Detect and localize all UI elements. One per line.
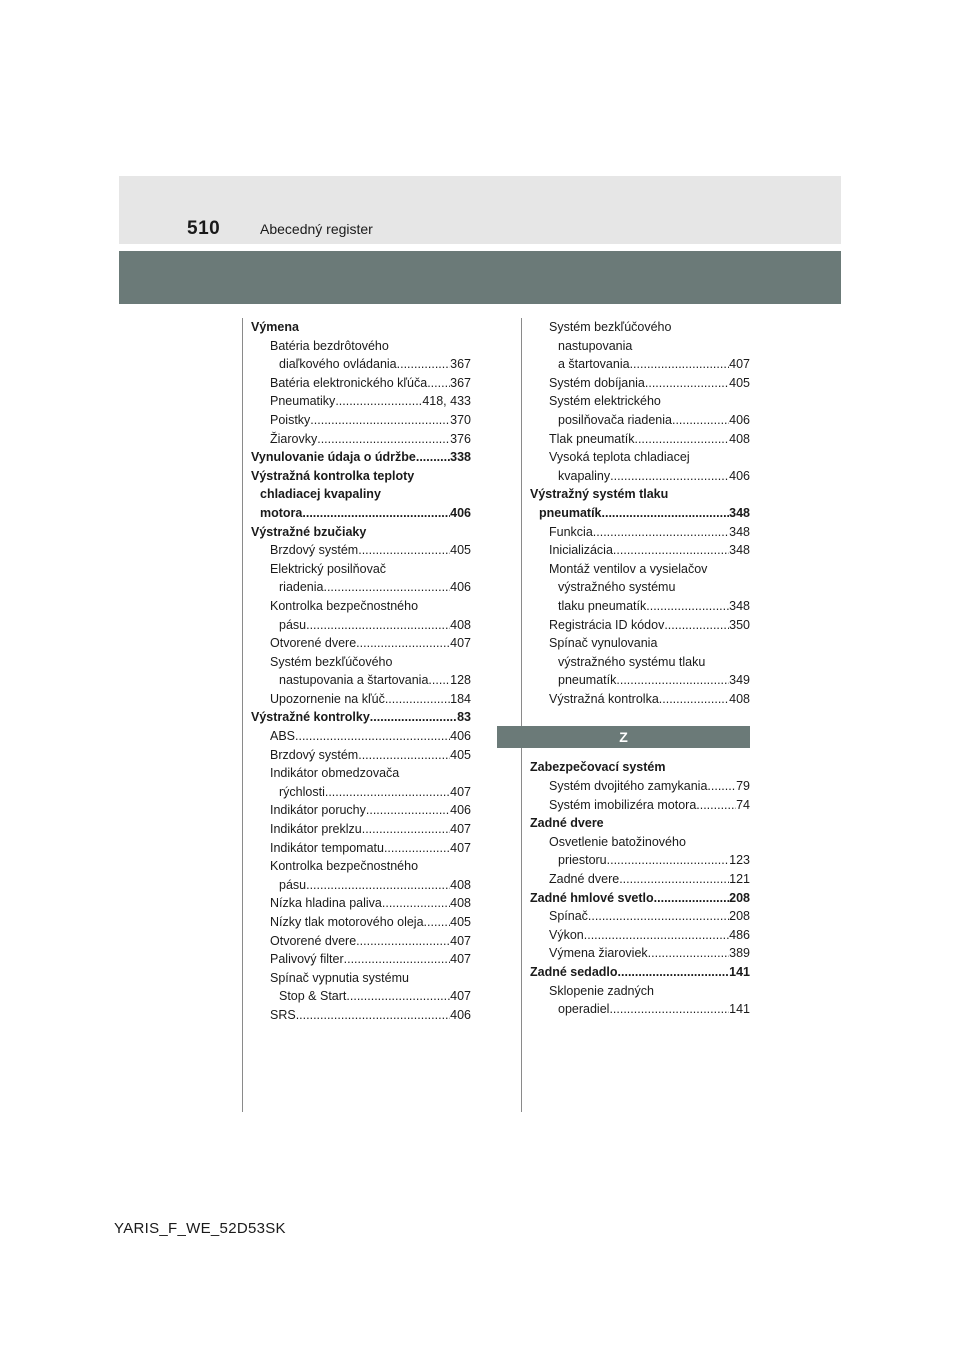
entry-page-ref[interactable]: 389 (729, 946, 750, 961)
index-entry (530, 671, 750, 690)
index-entry (530, 777, 750, 796)
leader-dots (317, 430, 450, 449)
index-entry (251, 801, 471, 820)
entry-term: Nízky tlak motorového oleja (270, 915, 424, 929)
index-entry (251, 578, 471, 597)
index-entry (251, 485, 471, 504)
index-entry (251, 746, 471, 765)
leader-dots (584, 926, 729, 945)
index-entry (530, 467, 750, 486)
entry-term: Upozornenie na kľúč (270, 691, 385, 706)
entry-page-ref[interactable]: 407 (450, 989, 471, 1004)
leader-dots (366, 801, 450, 820)
entry-term: Tlak pneumatík (549, 431, 635, 446)
index-entry (251, 783, 471, 802)
index-entry (530, 560, 750, 579)
entry-term: Pneumatiky (270, 394, 336, 409)
index-entry (251, 1006, 471, 1025)
entry-term: Kontrolka bezpečnostného (270, 598, 419, 613)
leader-dots (654, 889, 729, 908)
index-entry (530, 448, 750, 467)
entry-term: Funkcia (549, 524, 593, 539)
index-entry (530, 653, 750, 672)
entry-page-ref[interactable]: 367 (450, 375, 471, 390)
entry-term: tlaku pneumatík (558, 598, 647, 613)
entry-term: Systém bezkľúčového (270, 654, 393, 669)
entry-term: Inicializácia (549, 543, 613, 558)
index-entry (530, 833, 750, 852)
entry-term: Stop & Start (279, 989, 347, 1004)
index-entry (530, 926, 750, 945)
leader-dots (424, 913, 451, 932)
entry-term: Výkon (549, 927, 584, 942)
index-entry (251, 318, 471, 337)
entry-page-ref[interactable]: 407 (450, 952, 471, 967)
leader-dots (310, 411, 450, 430)
entry-term: Zadné dvere (530, 816, 604, 831)
leader-dots (427, 374, 450, 393)
entry-page-ref[interactable]: 407 (450, 636, 471, 651)
entry-page-ref[interactable]: 208 (729, 890, 750, 905)
leader-dots (356, 932, 450, 951)
index-entry (530, 374, 750, 393)
index-entry (251, 671, 471, 690)
leader-dots (634, 430, 729, 449)
index-entry (530, 870, 750, 889)
index-entry (530, 1000, 750, 1019)
leader-dots (295, 727, 450, 746)
index-entry (251, 932, 471, 951)
leader-dots (306, 876, 450, 895)
entry-page-ref[interactable]: 406 (450, 505, 471, 520)
entry-term: Systém dvojitého zamykania (549, 779, 708, 794)
index-entry (251, 355, 471, 374)
header-color-band (119, 251, 841, 304)
entry-term: Otvorené dvere (270, 636, 357, 651)
entry-term: Palivový filter (270, 952, 344, 967)
leader-dots (588, 907, 729, 926)
index-entry (251, 448, 471, 467)
leader-dots (356, 634, 450, 653)
entry-page-ref[interactable]: 406 (450, 803, 471, 818)
entry-page-ref[interactable]: 348 (729, 598, 750, 613)
leader-dots (707, 777, 736, 796)
entry-term: Indikátor preklzu (270, 822, 362, 837)
entry-term: Výstražné bzučiaky (251, 524, 367, 539)
entry-page-ref[interactable]: 407 (450, 840, 471, 855)
leader-dots (306, 616, 450, 635)
entry-term: Elektrický posilňovač (270, 561, 387, 576)
entry-page-ref[interactable]: 348 (729, 524, 750, 539)
index-column-2 (530, 318, 750, 1019)
leader-dots (397, 355, 451, 374)
entry-term: Zadné hmlové svetlo (530, 890, 654, 905)
entry-page-ref[interactable]: 408 (729, 431, 750, 446)
index-entry (530, 392, 750, 411)
leader-dots (296, 1006, 450, 1025)
index-entry (251, 337, 471, 356)
leader-dots (672, 411, 729, 430)
entry-term: motora (260, 505, 303, 520)
entry-page-ref[interactable]: 407 (450, 933, 471, 948)
entry-term: pásu (279, 617, 307, 632)
entry-term: Výstražná kontrolka (549, 691, 659, 706)
index-entry (530, 411, 750, 430)
index-entry (251, 634, 471, 653)
entry-page-ref[interactable]: 405 (450, 543, 471, 558)
entry-term: Výmena (251, 320, 299, 334)
entry-page-ref[interactable]: 128 (450, 673, 471, 688)
leader-dots (619, 870, 729, 889)
leader-dots (385, 690, 450, 709)
index-entry (530, 616, 750, 635)
entry-page-ref[interactable]: 407 (450, 822, 471, 837)
index-entry (251, 597, 471, 616)
entry-term: Zadné sedadlo (530, 965, 618, 979)
entry-page-ref[interactable]: 418, 433 (422, 394, 471, 409)
index-entry (530, 337, 750, 356)
entry-term: Systém imobilizéra motora (549, 797, 697, 812)
entry-page-ref[interactable]: 121 (729, 872, 750, 887)
entry-term: pneumatík (539, 505, 602, 520)
entry-page-ref[interactable]: 141 (729, 965, 750, 979)
index-entry (530, 634, 750, 653)
entry-page-ref[interactable]: 407 (450, 784, 471, 799)
entry-page-ref[interactable]: 406 (729, 412, 750, 427)
entry-term: Indikátor tempomatu (270, 840, 384, 855)
index-entry (251, 839, 471, 858)
index-entry (251, 392, 471, 411)
page-title: Abecedný register (260, 221, 373, 237)
entry-page-ref[interactable]: 83 (457, 710, 471, 725)
entry-page-ref[interactable]: 74 (736, 797, 750, 812)
entry-term: diaľkového ovládania (279, 357, 397, 372)
index-entry (251, 504, 471, 523)
entry-page-ref[interactable]: 406 (450, 729, 471, 744)
index-entry (530, 758, 750, 777)
entry-term: operadiel (558, 1002, 610, 1017)
entry-term: a štartovania (558, 357, 630, 372)
entry-page-ref[interactable]: 405 (450, 747, 471, 762)
leader-dots (602, 504, 730, 523)
leader-dots (323, 578, 450, 597)
leader-dots (696, 796, 736, 815)
index-entry (530, 690, 750, 709)
entry-term: výstražného systému tlaku (558, 654, 706, 669)
entry-page-ref[interactable]: 406 (450, 1007, 471, 1022)
entry-term: Spínač (549, 909, 588, 924)
entry-page-ref[interactable]: 350 (729, 617, 750, 632)
index-entry (530, 578, 750, 597)
index-entry (530, 963, 750, 982)
entry-page-ref[interactable]: 208 (729, 909, 750, 924)
entry-page-ref[interactable]: 406 (450, 580, 471, 595)
index-entry (530, 504, 750, 523)
leader-dots (358, 541, 450, 560)
index-entry (251, 876, 471, 895)
column-divider-left (242, 318, 243, 1112)
entry-page-ref[interactable]: 184 (450, 691, 471, 706)
entry-term: Kontrolka bezpečnostného (270, 859, 419, 874)
entry-page-ref[interactable]: 406 (729, 468, 750, 483)
index-entry (530, 944, 750, 963)
index-entry (530, 597, 750, 616)
index-entry (251, 374, 471, 393)
entry-term: Brzdový systém (270, 543, 359, 558)
leader-dots (593, 523, 729, 542)
entry-term: Batéria bezdrôtového (270, 338, 389, 353)
entry-term: Spínač vypnutia systému (270, 970, 409, 985)
index-entry (251, 764, 471, 783)
leader-dots (344, 950, 451, 969)
entry-page-ref[interactable]: 408 (450, 896, 471, 911)
entry-term: Systém dobíjania (549, 375, 645, 390)
leader-dots (659, 690, 729, 709)
index-entry (251, 857, 471, 876)
leader-dots (416, 448, 450, 467)
leader-dots (613, 541, 729, 560)
entry-term: Výstražné kontrolky (251, 710, 370, 725)
entry-page-ref[interactable]: 348 (729, 505, 750, 520)
entry-page-ref[interactable]: 370 (450, 412, 471, 427)
index-entry (251, 913, 471, 932)
entry-page-ref[interactable]: 79 (736, 779, 750, 794)
entry-page-ref[interactable]: 349 (729, 673, 750, 688)
index-entry (530, 523, 750, 542)
index-entry (251, 727, 471, 746)
index-entry (251, 411, 471, 430)
entry-term: Batéria elektronického kľúča (270, 375, 428, 390)
index-entry (530, 318, 750, 337)
entry-term: nastupovania (558, 338, 633, 353)
leader-dots (618, 963, 730, 982)
index-entry (251, 430, 471, 449)
leader-dots (646, 597, 729, 616)
leader-dots (645, 374, 729, 393)
index-entry (530, 485, 750, 504)
entry-page-ref[interactable]: 338 (450, 450, 471, 465)
index-entry (251, 653, 471, 672)
entry-term: Otvorené dvere (270, 933, 357, 948)
index-entry (530, 541, 750, 560)
entry-term: výstražného systému (558, 580, 676, 595)
index-entry (251, 616, 471, 635)
entry-page-ref[interactable]: 376 (450, 431, 471, 446)
header-top-band (119, 176, 841, 244)
index-entry (530, 814, 750, 833)
entry-term: Montáž ventilov a vysielačov (549, 561, 708, 576)
entry-term: ABS (270, 729, 296, 744)
leader-dots (335, 392, 422, 411)
entry-page-ref[interactable]: 348 (729, 543, 750, 558)
leader-dots (325, 783, 450, 802)
entry-term: priestoru (558, 853, 607, 868)
entry-page-ref[interactable]: 367 (450, 357, 471, 372)
index-entry (530, 851, 750, 870)
index-entry (530, 889, 750, 908)
index-entry (251, 690, 471, 709)
entry-term: Osvetlenie batožinového (549, 834, 686, 849)
entry-term: Vysoká teplota chladiacej (549, 450, 690, 465)
entry-term: pneumatík (558, 673, 617, 688)
leader-dots (609, 1000, 729, 1019)
entry-term: Systém bezkľúčového (549, 320, 672, 334)
entry-page-ref[interactable]: 405 (450, 915, 471, 929)
entry-term: SRS (270, 1007, 296, 1022)
index-entry (251, 467, 471, 486)
index-entry (251, 969, 471, 988)
index-entry (530, 982, 750, 1001)
leader-dots (610, 467, 729, 486)
index-entry (251, 950, 471, 969)
entry-page-ref[interactable]: 408 (729, 691, 750, 706)
leader-dots (648, 944, 729, 963)
document-code: YARIS_F_WE_52D53SK (114, 1220, 286, 1237)
index-entry (251, 820, 471, 839)
entry-term: Sklopenie zadných (549, 983, 654, 998)
leader-dots (428, 671, 450, 690)
index-entry (530, 355, 750, 374)
entry-term: rýchlosti (279, 784, 325, 799)
leader-dots (302, 504, 450, 523)
index-entry (251, 708, 471, 727)
entry-term: Výstražný systém tlaku (530, 487, 669, 502)
leader-dots (382, 894, 450, 913)
page-number: 510 (187, 218, 221, 239)
index-entry (530, 796, 750, 815)
index-entry (530, 907, 750, 926)
index-entry (251, 560, 471, 579)
entry-term: kvapaliny (558, 468, 611, 483)
entry-term: Poistky (270, 412, 311, 427)
entry-term: Vynulovanie údaja o údržbe (251, 450, 416, 465)
leader-dots (616, 671, 729, 690)
entry-page-ref[interactable]: 123 (729, 853, 750, 868)
entry-term: Zadné dvere (549, 872, 620, 887)
entry-term: chladiacej kvapaliny (260, 487, 381, 502)
leader-dots (664, 616, 729, 635)
entry-page-ref[interactable]: 486 (729, 927, 750, 942)
entry-term: Registrácia ID kódov (549, 617, 665, 632)
index-entry (251, 987, 471, 1006)
section-letter-band: Z (497, 726, 750, 748)
entry-page-ref[interactable]: 407 (729, 357, 750, 372)
entry-term: Výstražná kontrolka teploty (251, 468, 415, 483)
leader-dots (384, 839, 450, 858)
entry-term: Systém elektrického (549, 394, 661, 409)
entry-term: Indikátor poruchy (270, 803, 366, 818)
column-divider-middle (521, 318, 522, 1112)
entry-term: Zabezpečovací systém (530, 760, 666, 775)
index-entry (251, 541, 471, 560)
index-column-1 (251, 318, 471, 1025)
leader-dots (362, 820, 450, 839)
leader-dots (358, 746, 450, 765)
entry-term: Nízka hladina paliva (270, 896, 382, 911)
entry-term: Výmena žiaroviek (549, 946, 648, 961)
entry-page-ref[interactable]: 408 (450, 617, 471, 632)
entry-term: Spínač vynulovania (549, 636, 658, 651)
leader-dots (607, 851, 730, 870)
entry-term: posilňovača riadenia (558, 412, 672, 427)
index-entry (530, 430, 750, 449)
entry-page-ref[interactable]: 405 (729, 375, 750, 390)
leader-dots (346, 987, 450, 1006)
entry-term: Indikátor obmedzovača (270, 766, 400, 781)
entry-term: riadenia (279, 580, 324, 595)
entry-page-ref[interactable]: 141 (729, 1002, 750, 1017)
index-entry (251, 523, 471, 542)
entry-term: Brzdový systém (270, 747, 359, 762)
entry-page-ref[interactable]: 408 (450, 877, 471, 892)
entry-term: pásu (279, 877, 307, 892)
entry-term: Žiarovky (270, 431, 318, 446)
entry-term: nastupovania a štartovania (279, 673, 429, 688)
leader-dots (630, 355, 730, 374)
index-entry (251, 894, 471, 913)
leader-dots (370, 708, 457, 727)
